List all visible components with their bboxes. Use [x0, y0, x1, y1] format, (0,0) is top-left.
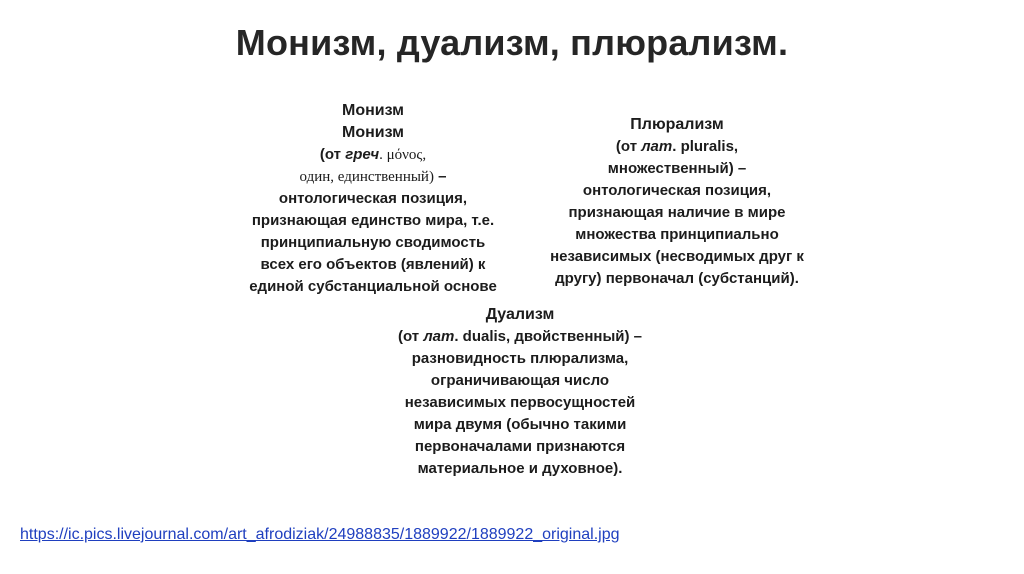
monism-text-line: единой субстанциальной основе	[249, 278, 497, 294]
dualism-text-line: независимых первосущностей	[404, 394, 636, 411]
monism-definition	[228, 100, 518, 294]
dualism-text-line: первоначалами признаются	[414, 438, 626, 455]
source-link[interactable]: https://ic.pics.livejournal.com/art_afrodiziak/24988835/1889922/1889922_original.jpg	[20, 526, 620, 543]
monism-text-line: признающая единство мира, т.е.	[251, 212, 495, 229]
pluralism-definition	[532, 114, 822, 290]
monism-text-line: принципиальную сводимость	[260, 234, 486, 251]
pluralism-text-line: независимых (несводимых друг к	[550, 248, 804, 265]
monism-meaning: один, единственный) –	[299, 168, 447, 185]
dualism-etymology: (от лат. dualis, двойственный) –	[398, 328, 642, 345]
pluralism-etymology: (от лат. pluralis,	[615, 138, 739, 155]
dualism-text-line: мира двумя (обычно такими	[413, 416, 627, 433]
dualism-definition	[370, 304, 670, 480]
monism-etymology: (от греч. μόνος,	[319, 146, 427, 163]
pluralism-text-line: множественный) –	[607, 160, 747, 177]
dualism-text-line: разновидность плюрализма,	[411, 350, 629, 367]
monism-heading: Монизм	[342, 102, 404, 119]
monism-heading-repeat: Монизм	[342, 124, 404, 141]
slide-title: Монизм, дуализм, плюрализм.	[235, 22, 789, 63]
dualism-text-line: материальное и духовное).	[417, 460, 623, 477]
pluralism-text-line: признающая наличие в мире	[568, 204, 786, 221]
pluralism-heading: Плюрализм	[630, 116, 724, 133]
monism-text-line: всех его объектов (явлений) к	[260, 256, 486, 273]
pluralism-text-line: множества принципиально	[575, 226, 779, 243]
dualism-text-line: ограничивающая число	[430, 372, 610, 389]
monism-text-line: онтологическая позиция,	[278, 190, 468, 207]
dualism-heading: Дуализм	[485, 306, 555, 323]
pluralism-text-line: онтологическая позиция,	[582, 182, 772, 199]
pluralism-text-line: другу) первоначал (субстанций).	[555, 270, 799, 287]
